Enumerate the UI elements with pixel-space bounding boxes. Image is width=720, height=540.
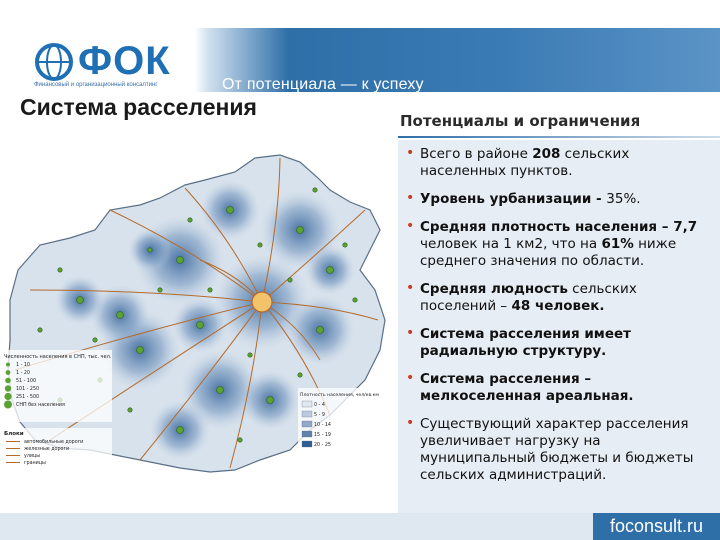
legend-swatch [4,401,12,409]
settlement-marker [288,278,292,282]
legend-item: 0 - 4 [314,403,325,408]
settlement-marker [137,347,144,354]
settlement-marker [197,322,204,329]
legend-swatch [302,401,312,407]
legend-item: 1 - 10 [16,363,30,368]
settlement-marker [343,243,347,247]
legend-item: улицы [24,454,41,459]
bullet-item [402,219,710,270]
legend-swatch [302,431,312,437]
settlement-marker [258,243,262,247]
bullet-text: 35%. [606,191,641,207]
slogan: От потенциала — к успеху [222,76,424,93]
logo-globe-icon [34,42,74,82]
legend-item: автомобильные дороги [24,440,84,445]
bullet-icon: • [406,190,415,206]
settlement-marker [177,257,184,264]
legend-swatch [5,378,11,384]
bullet-text: 61% [601,236,634,252]
settlement-marker [238,438,242,442]
bullet-item [402,146,710,180]
title-divider [398,136,720,138]
legend-item: 251 - 500 [16,395,40,400]
bullet-text: сельских населенных пунктов. [420,146,630,179]
legend-population-title: Численность населения в СНП, тыс. чел. [4,354,112,360]
settlement-marker [217,387,224,394]
bullet-text: 208 [532,146,561,162]
bullet-item [402,326,710,360]
settlement-marker [158,288,162,292]
legend-blocks-title: Блоки [4,431,24,437]
settlement-marker [227,207,234,214]
settlement-marker [313,188,317,192]
bullet-icon: • [406,415,415,431]
bullet-icon: • [406,325,415,341]
settlement-marker [77,297,84,304]
legend-swatch [302,411,312,417]
settlement-map [0,150,398,480]
left-title: Система расселения [20,94,257,120]
bullet-icon: • [406,280,415,296]
settlement-marker [317,327,324,334]
bullet-text: Средняя людность [420,281,568,297]
settlement-marker [297,227,304,234]
settlement-marker [267,397,274,404]
bullet-text: Средняя плотность населения [420,219,662,235]
bullets-panel [398,140,720,515]
legend-item: 5 - 9 [314,413,325,418]
district-center-marker [252,292,272,312]
legend-item: 15 - 19 [314,433,331,438]
bullet-text: сельских поселений – [420,281,637,314]
legend-item: границы [24,461,46,466]
legend-item: 1 - 20 [16,371,30,376]
bullet-list [398,140,720,484]
legend-swatch [6,370,11,375]
bullet-text: ниже среднего значения по области. [420,236,677,269]
bullet-text: Система расселения имеет радиальную структуру. [420,326,631,359]
settlement-marker [117,312,124,319]
bullet-icon: • [406,145,415,161]
settlement-marker [327,267,334,274]
logo-text: ФОК [78,39,171,83]
settlement-marker [298,373,302,377]
settlement-marker [188,218,192,222]
legend-item: 101 - 250 [16,387,40,392]
bullet-text: Система расселения – мелкоселенная ареальная. [420,371,634,404]
settlement-marker [208,288,212,292]
bullet-text: Уровень урбанизации - [420,191,607,207]
bullet-icon: • [406,370,415,386]
bullet-icon: • [406,218,415,234]
legend-population [2,350,112,422]
legend-swatch [5,385,11,391]
settlement-marker [38,328,42,332]
settlement-marker [128,408,132,412]
settlement-marker [148,248,152,252]
logo-subtitle: Финансовый и организационный консалтинг [34,82,158,88]
bullet-text: Существующий характер расселения увеличивает нагрузку на муниципальный бюджеты и бюджеты сельских администраций. [420,416,694,483]
right-title: Потенциалы и ограничения [400,112,641,130]
legend-blocks [2,428,112,470]
bullet-item [402,371,710,405]
legend-swatch [6,363,10,367]
bullet-item [402,281,710,315]
bullet-text: Всего в районе [420,146,533,162]
bullet-item [402,191,710,208]
legend-density-title: Плотность населения, чел/кв.км [300,393,379,398]
settlement-marker [93,338,97,342]
legend-item: железные дороги [24,447,70,452]
bullet-item [402,416,710,484]
settlement-marker [248,353,252,357]
legend-swatch [302,421,312,427]
settlement-marker [58,268,62,272]
legend-item: 10 - 14 [314,423,331,428]
legend-item: 20 - 25 [314,443,331,448]
bullet-text: 48 человек. [511,298,605,314]
settlement-marker [353,298,357,302]
bullet-text: – 7,7 [661,219,698,235]
legend-swatch [4,393,11,400]
logo [30,38,180,94]
legend-item: 51 - 100 [16,379,37,384]
bullet-text: человек на 1 км2, что на [420,236,602,252]
legend-density [298,388,390,454]
settlement-marker [177,427,184,434]
map-svg [0,150,398,480]
legend-item: СНП без населения [16,403,65,408]
legend-swatch [302,441,312,447]
website-link[interactable]: foconsult.ru [593,513,720,540]
